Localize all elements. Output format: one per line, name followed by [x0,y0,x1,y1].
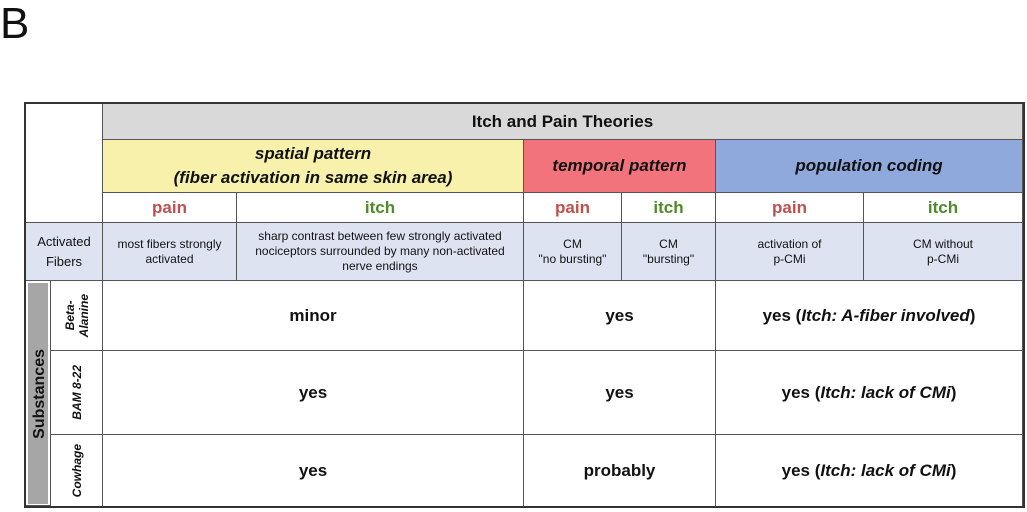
row-bam-spatial: yes [103,351,524,435]
row-bam-temporal: yes [524,351,716,435]
activated-fibers-label: Activated Fibers [26,223,103,281]
panel-label: B [0,0,30,48]
corner-cell [26,104,103,223]
row-cowhage-temporal: probably [524,435,716,506]
activated-temporal-pain: CM "no bursting" [524,223,622,281]
row-beta-alanine-spatial: minor [103,281,524,351]
row-bam-population: yes ( Itch: lack of CMi ) [716,351,1023,435]
group-spatial-pattern: spatial pattern (fiber activation in same skin area) [103,140,524,193]
activated-population-itch: CM without p-CMi [864,223,1023,281]
row-cowhage-population: yes ( Itch: lack of CMi ) [716,435,1023,506]
subheader-population-pain: pain [716,193,864,223]
table-title: Itch and Pain Theories [103,104,1023,140]
subheader-temporal-pain: pain [524,193,622,223]
subheader-temporal-itch: itch [622,193,716,223]
subheader-spatial-itch: itch [237,193,524,223]
activated-spatial-pain: most fibers strongly activated [103,223,237,281]
row-cowhage-spatial: yes [103,435,524,506]
activated-population-pain: activation of p-CMi [716,223,864,281]
substance-name-beta-alanine: Beta- Alanine [50,281,103,351]
substance-name-cowhage: Cowhage [50,435,103,506]
subheader-population-itch: itch [864,193,1023,223]
substances-text: Substances [31,348,48,439]
group-temporal-pattern: temporal pattern [524,140,716,193]
substances-label [28,281,52,506]
substance-name-bam-8-22: BAM 8-22 [50,351,103,435]
subheader-spatial-pain: pain [103,193,237,223]
activated-spatial-itch: sharp contrast between few strongly activated nociceptors surrounded by many non-activated nerve endings [237,223,524,281]
activated-temporal-itch: CM "bursting" [622,223,716,281]
group-population-coding: population coding [716,140,1023,193]
row-beta-alanine-population: yes ( Itch: A-fiber involved ) [716,281,1023,351]
row-beta-alanine-temporal: yes [524,281,716,351]
theories-table [24,102,1025,508]
